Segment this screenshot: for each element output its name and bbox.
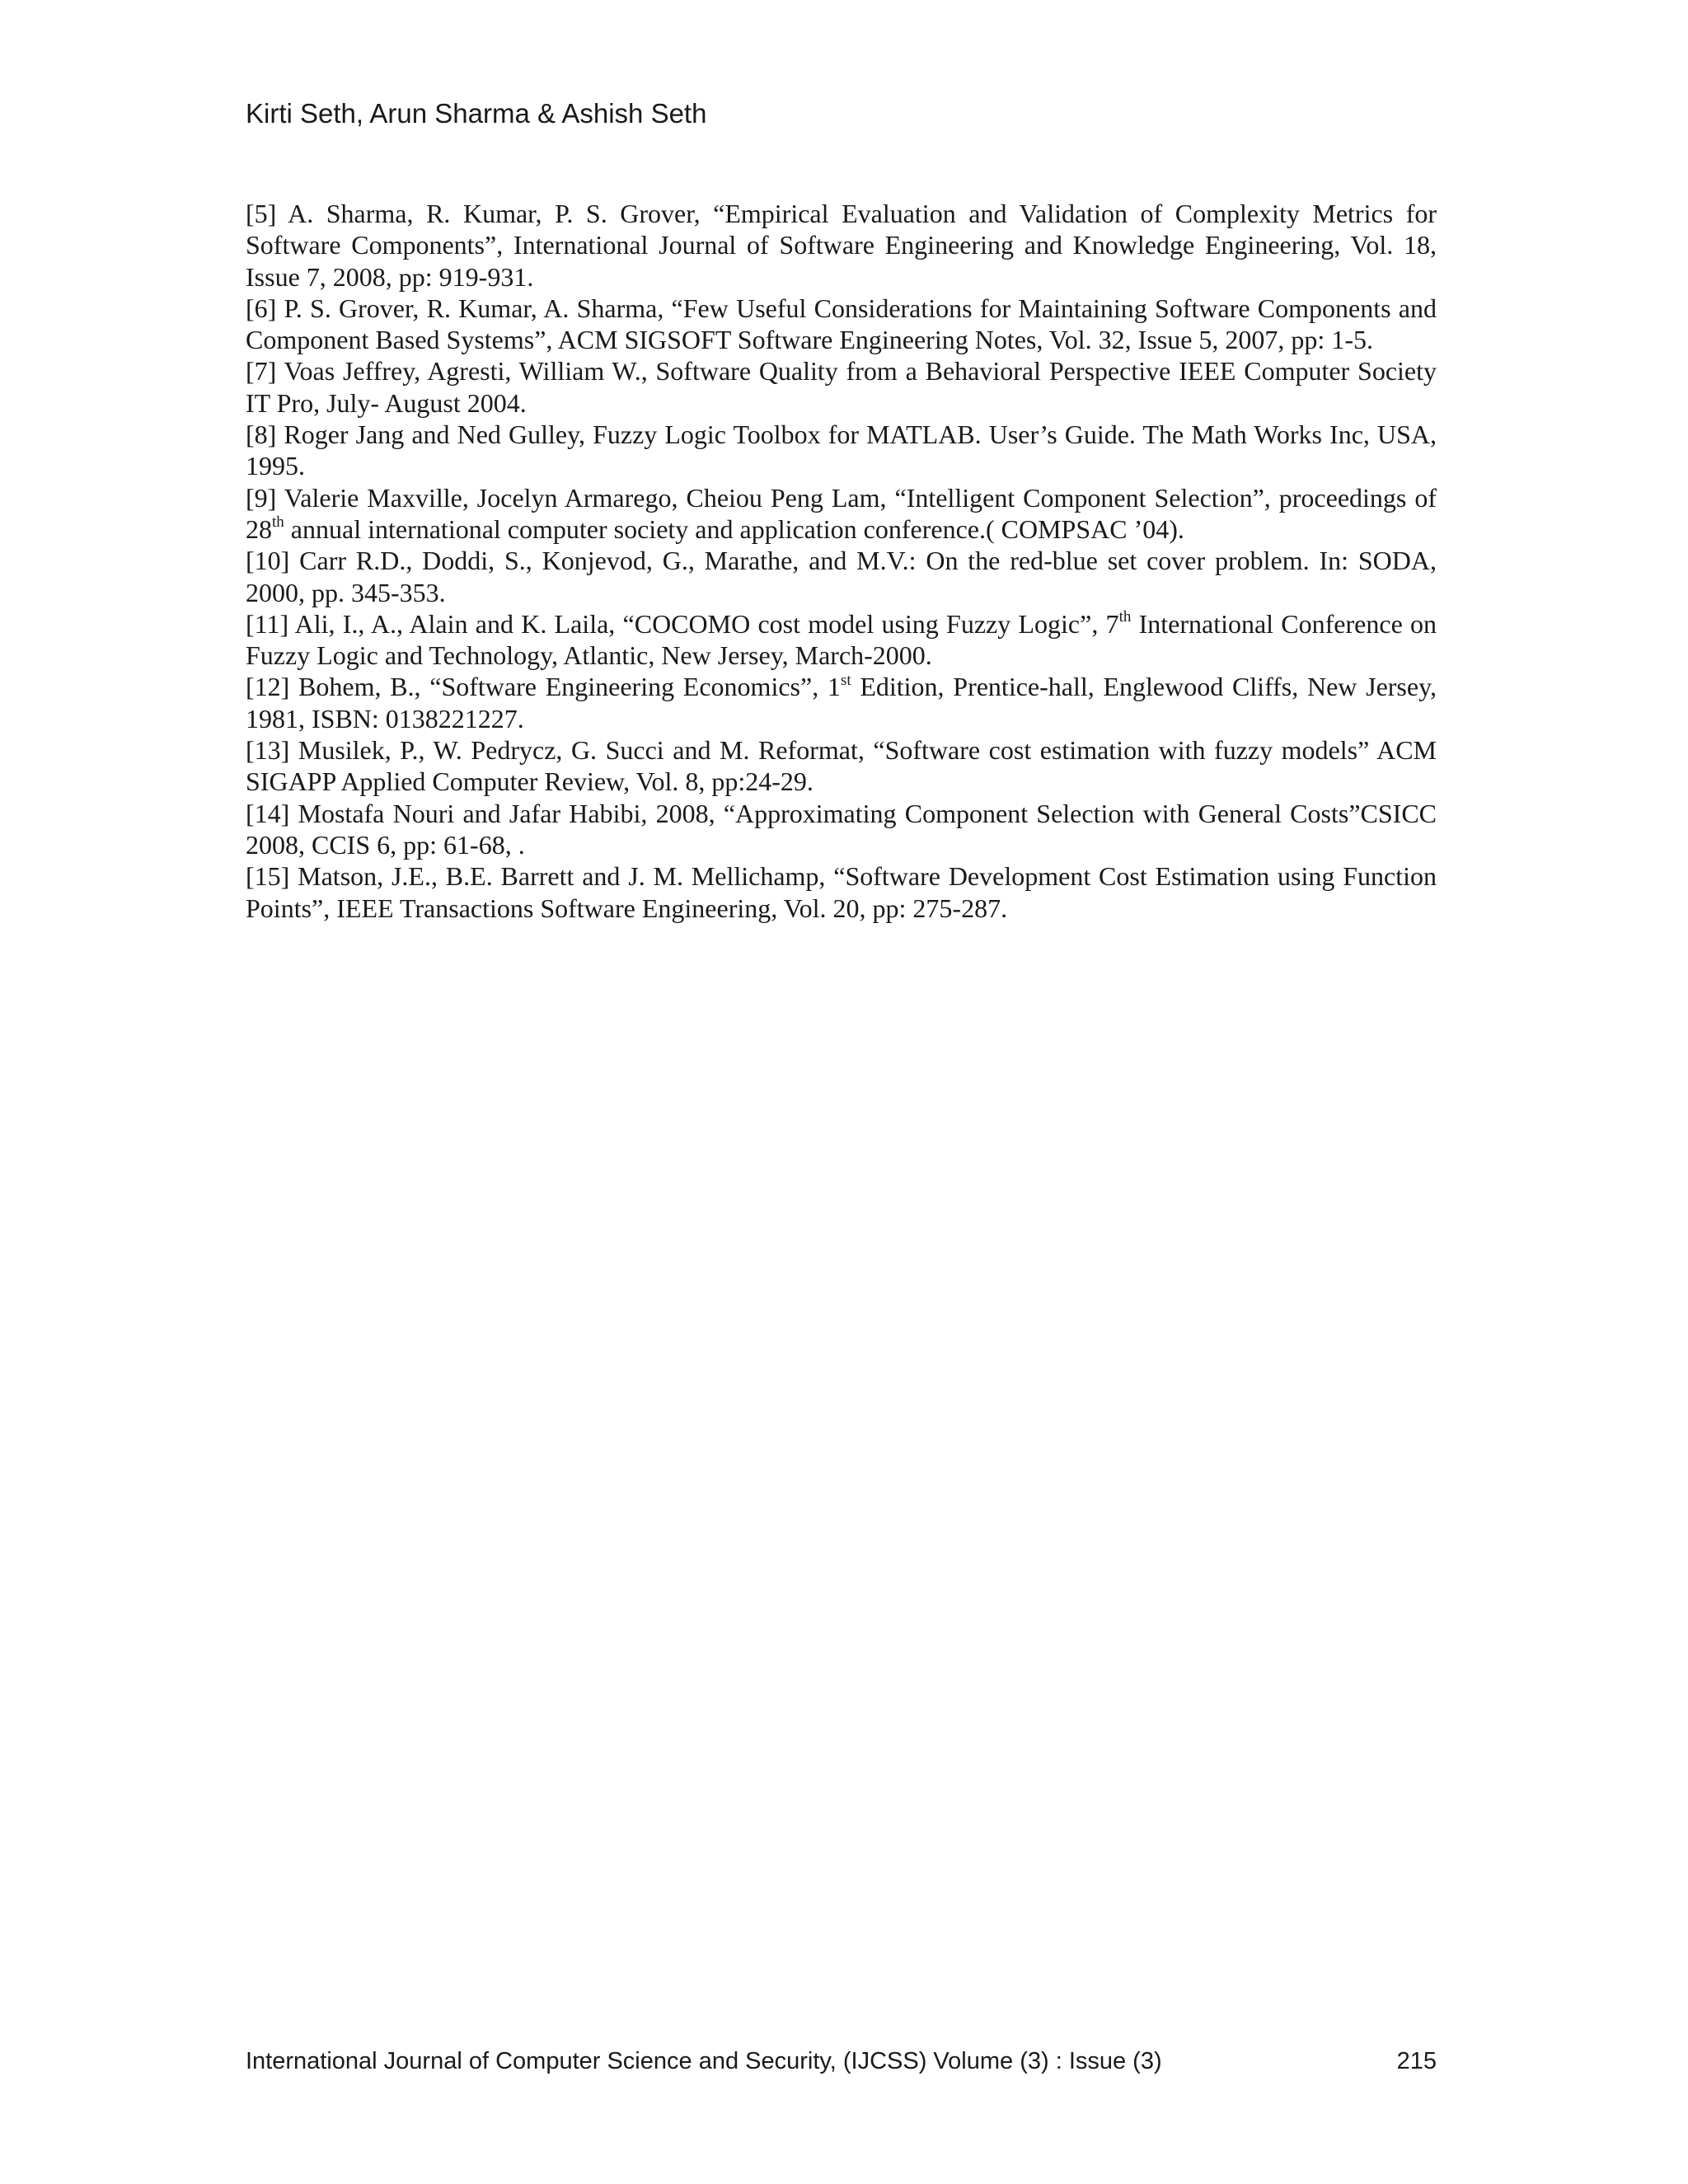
reference-6: [6] P. S. Grover, R. Kumar, A. Sharma, “Few Useful Considerations for Maintaining Software Components and Component Based Systems”, ACM SIGSOFT Software Engineering Notes, Vol. 32, Issue 5, 2007, pp: 1-5. [246, 293, 1437, 355]
reference-12-text-cont: Edition, Prentice-hall, Englewood Cliffs, New Jersey, 1981, ISBN: 0138221227. [246, 672, 1437, 733]
reference-12-text: [12] Bohem, B., “Software Engineering Economics”, 1 [246, 672, 841, 702]
ordinal-suffix: th [272, 513, 284, 532]
reference-15: [15] Matson, J.E., B.E. Barrett and J. M. Mellichamp, “Software Development Cost Estimation using Function Points”, IEEE Transactions Software Engineering, Vol. 20, pp: 275-287. [246, 861, 1437, 923]
reference-13: [13] Musilek, P., W. Pedrycz, G. Succi and M. Reformat, “Software cost estimation with fuzzy models” ACM SIGAPP Applied Computer Review, Vol. 8, pp:24-29. [246, 735, 1437, 797]
ordinal-suffix: st [840, 671, 851, 689]
reference-12 [246, 671, 1437, 734]
footer-journal-title: International Journal of Computer Science and Security, (IJCSS) Volume (3) : Issue (3) [246, 2048, 1162, 2074]
reference-9-text: [9] Valerie Maxville, Jocelyn Armarego, Cheiou Peng Lam, “Intelligent Component Selection”, proceedings of 28 [246, 482, 1437, 544]
reference-5: [5] A. Sharma, R. Kumar, P. S. Grover, “Empirical Evaluation and Validation of Complexity Metrics for Software Components”, International Journal of Software Engineering and Knowledge Engineering, Vol. 18, Issue 7, 2008, pp: 919-931. [246, 199, 1437, 292]
reference-9 [246, 482, 1437, 546]
page-number: 215 [1396, 2048, 1437, 2074]
running-header: Kirti Seth, Arun Sharma & Ashish Seth [246, 98, 707, 129]
reference-10: [10] Carr R.D., Doddi, S., Konjevod, G., Marathe, and M.V.: On the red-blue set cover problem. In: SODA, 2000, pp. 345-353. [246, 546, 1437, 607]
reference-9-text-cont: annual international computer society and application conference.( COMPSAC ’04). [284, 513, 1184, 544]
reference-11-text: [11] Ali, I., A., Alain and K. Laila, “COCOMO cost model using Fuzzy Logic”, 7 [246, 608, 1119, 639]
reference-8: [8] Roger Jang and Ned Gulley, Fuzzy Logic Toolbox for MATLAB. User’s Guide. The Math Works Inc, USA, 1995. [246, 419, 1437, 481]
reference-7: [7] Voas Jeffrey, Agresti, William W., Software Quality from a Behavioral Perspective IEEE Computer Society IT Pro, July- August 2004. [246, 356, 1437, 418]
reference-11 [246, 608, 1437, 672]
ordinal-suffix: th [1118, 608, 1132, 626]
reference-14: [14] Mostafa Nouri and Jafar Habibi, 2008, “Approximating Component Selection with General Costs”CSICC 2008, CCIS 6, pp: 61-68, . [246, 798, 1437, 860]
page-footer [246, 2046, 1437, 2076]
reference-list [246, 198, 1437, 924]
reference-11-text-cont: International Conference on Fuzzy Logic and Technology, Atlantic, New Jersey, March-2000. [246, 608, 1437, 671]
